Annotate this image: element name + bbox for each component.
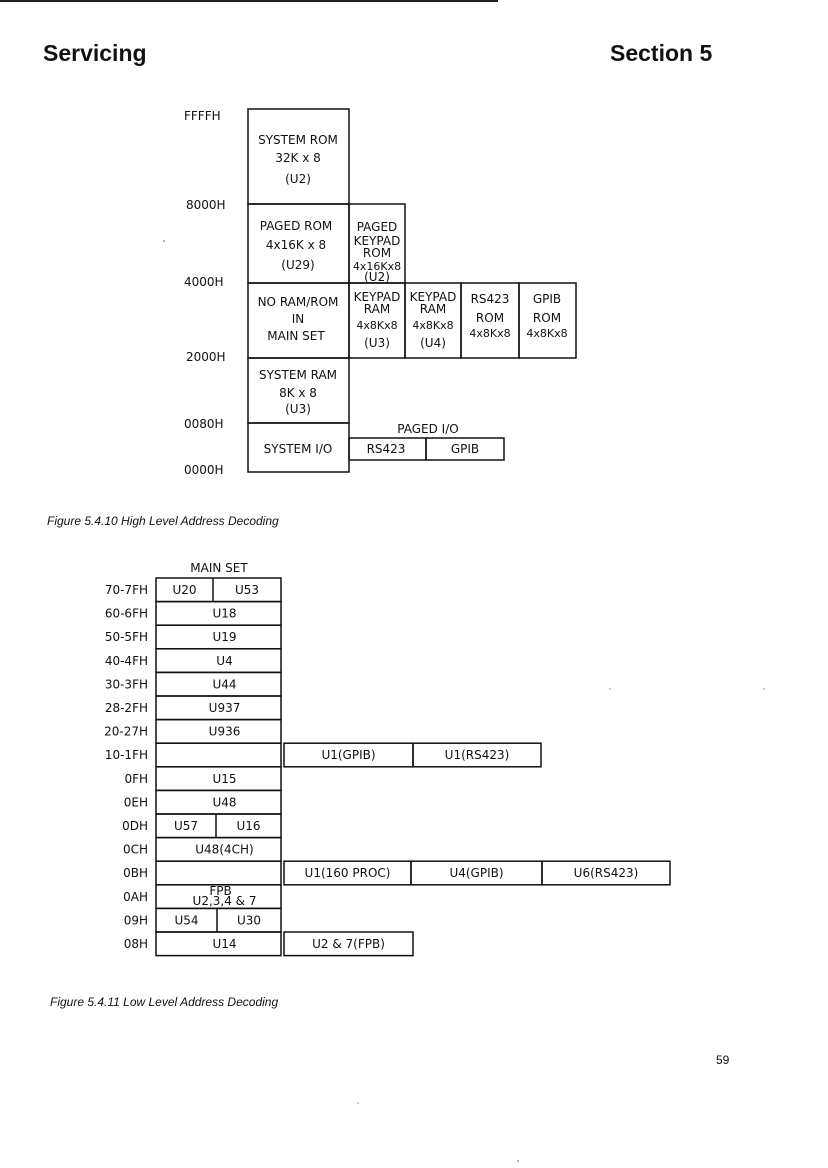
block-label: RAM (419, 302, 447, 316)
block-label: (U29) (281, 258, 315, 272)
scan-speck (763, 688, 765, 690)
chip-label: U15 (212, 771, 237, 786)
scan-speck (517, 1160, 519, 1162)
row-address-label: 0FH (124, 771, 148, 786)
figure1-caption: Figure 5.4.10 High Level Address Decoding (47, 514, 279, 528)
addr-label: 0080H (184, 417, 224, 431)
block-label: ROM (475, 311, 505, 325)
row-address-label: 70-7FH (104, 583, 148, 597)
block-label: 4x8Kx8 (356, 319, 398, 332)
addr-label: 4000H (184, 275, 224, 289)
chip-label: U53 (234, 583, 260, 597)
row-address-label: 0AH (123, 889, 148, 904)
row-address-label: 28-2FH (104, 701, 148, 715)
chip-label: U1(GPIB) (321, 748, 376, 763)
block-label: SYSTEM I/O (263, 442, 333, 456)
block-label: RS423 (470, 292, 510, 306)
block-label: RS423 (366, 442, 406, 456)
scan-speck (357, 1102, 359, 1104)
chip-label: U1(160 PROC) (304, 866, 391, 881)
block-label: 4x16Kx8 (352, 260, 402, 273)
header-left: Servicing (43, 40, 147, 66)
row-address-label: 0BH (123, 866, 148, 881)
addr-label: FFFFH (184, 109, 221, 123)
block-label: 8K x 8 (279, 386, 317, 400)
row-address-label: 0CH (122, 842, 148, 857)
chip-label: U18 (212, 606, 237, 621)
chip-label: U4 (216, 653, 233, 668)
block-label: 32K x 8 (275, 151, 321, 165)
block-label: (U3) (285, 402, 311, 416)
row-address-label: 60-6FH (104, 606, 148, 621)
header-right: Section 5 (610, 40, 713, 66)
block-label: MAIN SET (267, 329, 325, 343)
chip-label: U48(4CH) (195, 842, 254, 857)
block-label: SYSTEM ROM (258, 133, 338, 147)
block-label: NO RAM/ROM (257, 295, 339, 309)
chip-label: U2,3,4 & 7 (192, 893, 257, 908)
main-set-cell (156, 743, 281, 767)
block-label: 4x8Kx8 (526, 327, 568, 340)
block-label: GPIB (532, 292, 562, 306)
chip-label: U1(RS423) (444, 748, 510, 763)
block-label: 4x8Kx8 (469, 327, 511, 340)
block-label: ROM (362, 246, 392, 260)
block-label: IN (291, 312, 305, 326)
block-label: 4x8Kx8 (412, 319, 454, 332)
chip-label: U30 (236, 913, 262, 928)
page-number: 59 (716, 1053, 730, 1067)
chip-label: U2 & 7(FPB) (312, 937, 385, 951)
row-address-label: 0DH (122, 819, 148, 833)
block-label: KEYPAD (409, 290, 457, 304)
block-label: KEYPAD (353, 234, 401, 248)
block-label: (U4) (420, 336, 446, 350)
addr-label: 8000H (186, 198, 226, 212)
chip-label: U44 (212, 677, 237, 692)
row-address-label: 20-27H (104, 724, 148, 739)
block-label: (U3) (364, 336, 390, 350)
figure-high-level-decoding (184, 109, 576, 477)
row-address-label: 10-1FH (104, 748, 148, 763)
chip-label: U16 (236, 819, 261, 833)
block-label: KEYPAD (353, 290, 401, 304)
row-address-label: 40-4FH (104, 653, 148, 668)
chip-label: U4(GPIB) (449, 866, 504, 881)
chip-label: U19 (212, 630, 237, 645)
figure-low-level-decoding (104, 561, 670, 956)
row-address-label: 09H (123, 913, 148, 928)
chip-label: U937 (208, 701, 241, 715)
chip-label: U14 (212, 937, 237, 951)
chip-label: U48 (212, 795, 237, 810)
scan-speck (609, 688, 611, 690)
block-label: PAGED (356, 220, 398, 234)
row-address-label: 0EH (123, 795, 148, 810)
row-address-label: 30-3FH (104, 677, 148, 692)
chip-label: U57 (173, 819, 199, 833)
block-label: (U2) (285, 172, 311, 186)
addr-label: 2000H (186, 350, 226, 364)
row-address-label: 50-5FH (104, 630, 148, 645)
block-label: 4x16K x 8 (265, 238, 327, 252)
chip-label: U6(RS423) (573, 866, 639, 881)
main-set-header: MAIN SET (190, 561, 248, 575)
chip-label: U54 (174, 913, 199, 928)
paged-io-title: PAGED I/O (397, 422, 459, 436)
main-set-cell (156, 861, 281, 885)
row-address-label: 08H (123, 937, 148, 951)
block-label: PAGED ROM (259, 219, 333, 233)
address-rows (104, 578, 670, 956)
block-label: (U2) (364, 270, 390, 284)
block-label: RAM (363, 302, 391, 316)
block-label: ROM (532, 311, 562, 325)
chip-overlay-label: FPB (209, 883, 232, 898)
addr-label: 0000H (184, 463, 224, 477)
chip-label: U20 (172, 583, 197, 597)
block-label: GPIB (450, 442, 480, 456)
chip-label: U936 (208, 724, 241, 739)
block-label: SYSTEM RAM (258, 368, 338, 382)
scan-speck (163, 240, 165, 242)
figure2-caption: Figure 5.4.11 Low Level Address Decoding (50, 995, 279, 1009)
